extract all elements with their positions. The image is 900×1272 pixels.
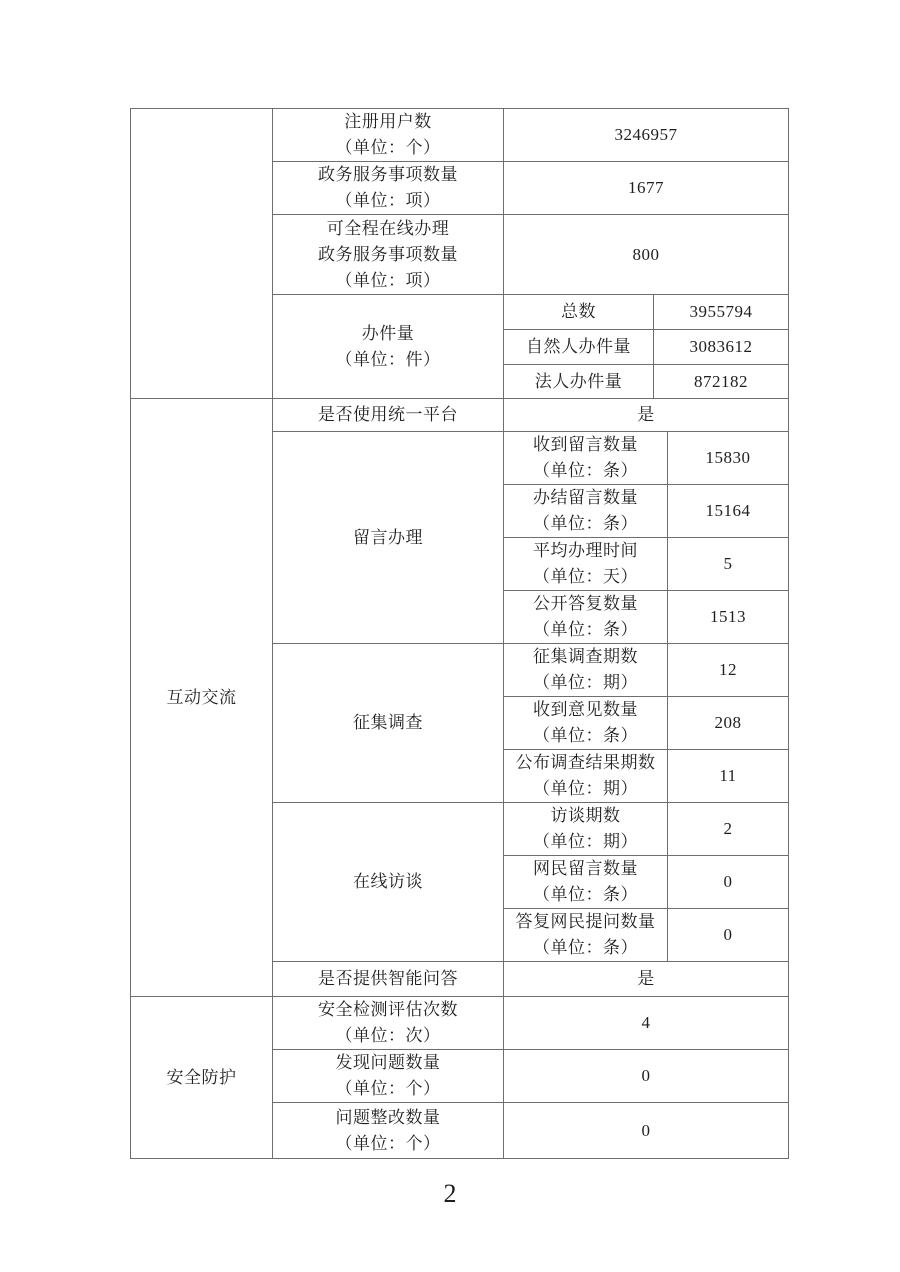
messages-resolved-label — [504, 485, 668, 538]
netizen-messages-value: 0 — [668, 856, 789, 909]
online-interview-label: 在线访谈 — [273, 803, 504, 962]
unit-text: （单位：件） — [335, 349, 441, 369]
case-natural-person-label: 自然人办件量 — [504, 330, 654, 365]
label-text: 注册用户数 — [344, 112, 432, 131]
unit-text: （单位：天） — [533, 567, 638, 586]
table-row — [131, 997, 789, 1050]
problems-found-label — [273, 1050, 504, 1103]
unit-text: （单位：条） — [533, 726, 638, 745]
public-replies-label — [504, 591, 668, 644]
unit-text: （单位：条） — [533, 885, 638, 904]
label-text: 收到留言数量 — [533, 435, 638, 454]
service-items-label — [273, 162, 504, 215]
online-service-items-label — [273, 215, 504, 295]
interview-issues-label — [504, 803, 668, 856]
results-published-value: 11 — [668, 750, 789, 803]
label-text: 征集调查期数 — [533, 647, 638, 666]
opinions-received-value: 208 — [668, 697, 789, 750]
label-text: 收到意见数量 — [533, 700, 638, 719]
case-volume-label — [273, 295, 504, 399]
unit-text: （单位：项） — [335, 191, 441, 210]
label-text: 政务服务事项数量 — [318, 165, 458, 184]
unit-text: （单位：条） — [533, 461, 638, 480]
case-total-label: 总数 — [504, 295, 654, 330]
label-text: 网民留言数量 — [533, 859, 638, 878]
avg-handling-time-label — [504, 538, 668, 591]
case-legal-person-label: 法人办件量 — [504, 365, 654, 399]
label-text: 发现问题数量 — [335, 1053, 441, 1072]
netizen-messages-label — [504, 856, 668, 909]
label-text: 办件量 — [361, 323, 415, 343]
security-assessments-label — [273, 997, 504, 1050]
smart-qa-value: 是 — [504, 962, 789, 997]
results-published-label — [504, 750, 668, 803]
smart-qa-label: 是否提供智能问答 — [273, 962, 504, 997]
registered-users-label — [273, 109, 504, 162]
label-text: 平均办理时间 — [533, 541, 638, 560]
unit-text: （单位：个） — [335, 1079, 441, 1098]
online-service-items-value: 800 — [504, 215, 789, 295]
label-text: 公开答复数量 — [533, 594, 638, 613]
message-handling-label: 留言办理 — [273, 432, 504, 644]
unit-text: （单位：期） — [533, 832, 638, 851]
unit-text: （单位：个） — [335, 138, 441, 157]
public-replies-value: 1513 — [668, 591, 789, 644]
gov-service-report-table — [130, 108, 789, 1159]
problems-rectified-label — [273, 1103, 504, 1159]
label-text: 可全程在线办理 — [326, 218, 450, 238]
label-text: 政务服务事项数量 — [318, 244, 458, 264]
label-text: 办结留言数量 — [533, 488, 638, 507]
label-text: 公布调查结果期数 — [515, 753, 656, 772]
netizen-questions-answered-value: 0 — [668, 909, 789, 962]
unit-text: （单位：条） — [533, 620, 638, 639]
table-row — [131, 399, 789, 432]
problems-found-value: 0 — [504, 1050, 789, 1103]
avg-handling-time-value: 5 — [668, 538, 789, 591]
unit-text: （单位：项） — [335, 270, 441, 290]
label-text: 问题整改数量 — [335, 1107, 441, 1127]
table-row — [131, 109, 789, 162]
case-total-value: 3955794 — [654, 295, 789, 330]
messages-received-label — [504, 432, 668, 485]
problems-rectified-value: 0 — [504, 1103, 789, 1159]
case-legal-person-value: 872182 — [654, 365, 789, 399]
label-text: 安全检测评估次数 — [318, 1000, 458, 1019]
category-interactive-exchange: 互动交流 — [131, 399, 273, 997]
netizen-questions-answered-label — [504, 909, 668, 962]
unit-text: （单位：条） — [533, 514, 638, 533]
messages-resolved-value: 15164 — [668, 485, 789, 538]
security-assessments-value: 4 — [504, 997, 789, 1050]
label-text: 访谈期数 — [550, 806, 621, 825]
unit-text: （单位：条） — [533, 938, 638, 957]
unit-text: （单位：次） — [335, 1026, 441, 1045]
unified-platform-label: 是否使用统一平台 — [273, 399, 504, 432]
case-natural-person-value: 3083612 — [654, 330, 789, 365]
page-number: 2 — [443, 1179, 457, 1208]
survey-issues-value: 12 — [668, 644, 789, 697]
survey-collection-label: 征集调查 — [273, 644, 504, 803]
label-text: 答复网民提问数量 — [515, 912, 656, 931]
messages-received-value: 15830 — [668, 432, 789, 485]
category-cell-empty — [131, 109, 273, 399]
opinions-received-label — [504, 697, 668, 750]
registered-users-value: 3246957 — [504, 109, 789, 162]
unit-text: （单位：期） — [533, 673, 638, 692]
category-security-protection: 安全防护 — [131, 997, 273, 1159]
unit-text: （单位：期） — [533, 779, 638, 798]
survey-issues-label — [504, 644, 668, 697]
service-items-value: 1677 — [504, 162, 789, 215]
unified-platform-value: 是 — [504, 399, 789, 432]
interview-issues-value: 2 — [668, 803, 789, 856]
unit-text: （单位：个） — [335, 1133, 441, 1153]
